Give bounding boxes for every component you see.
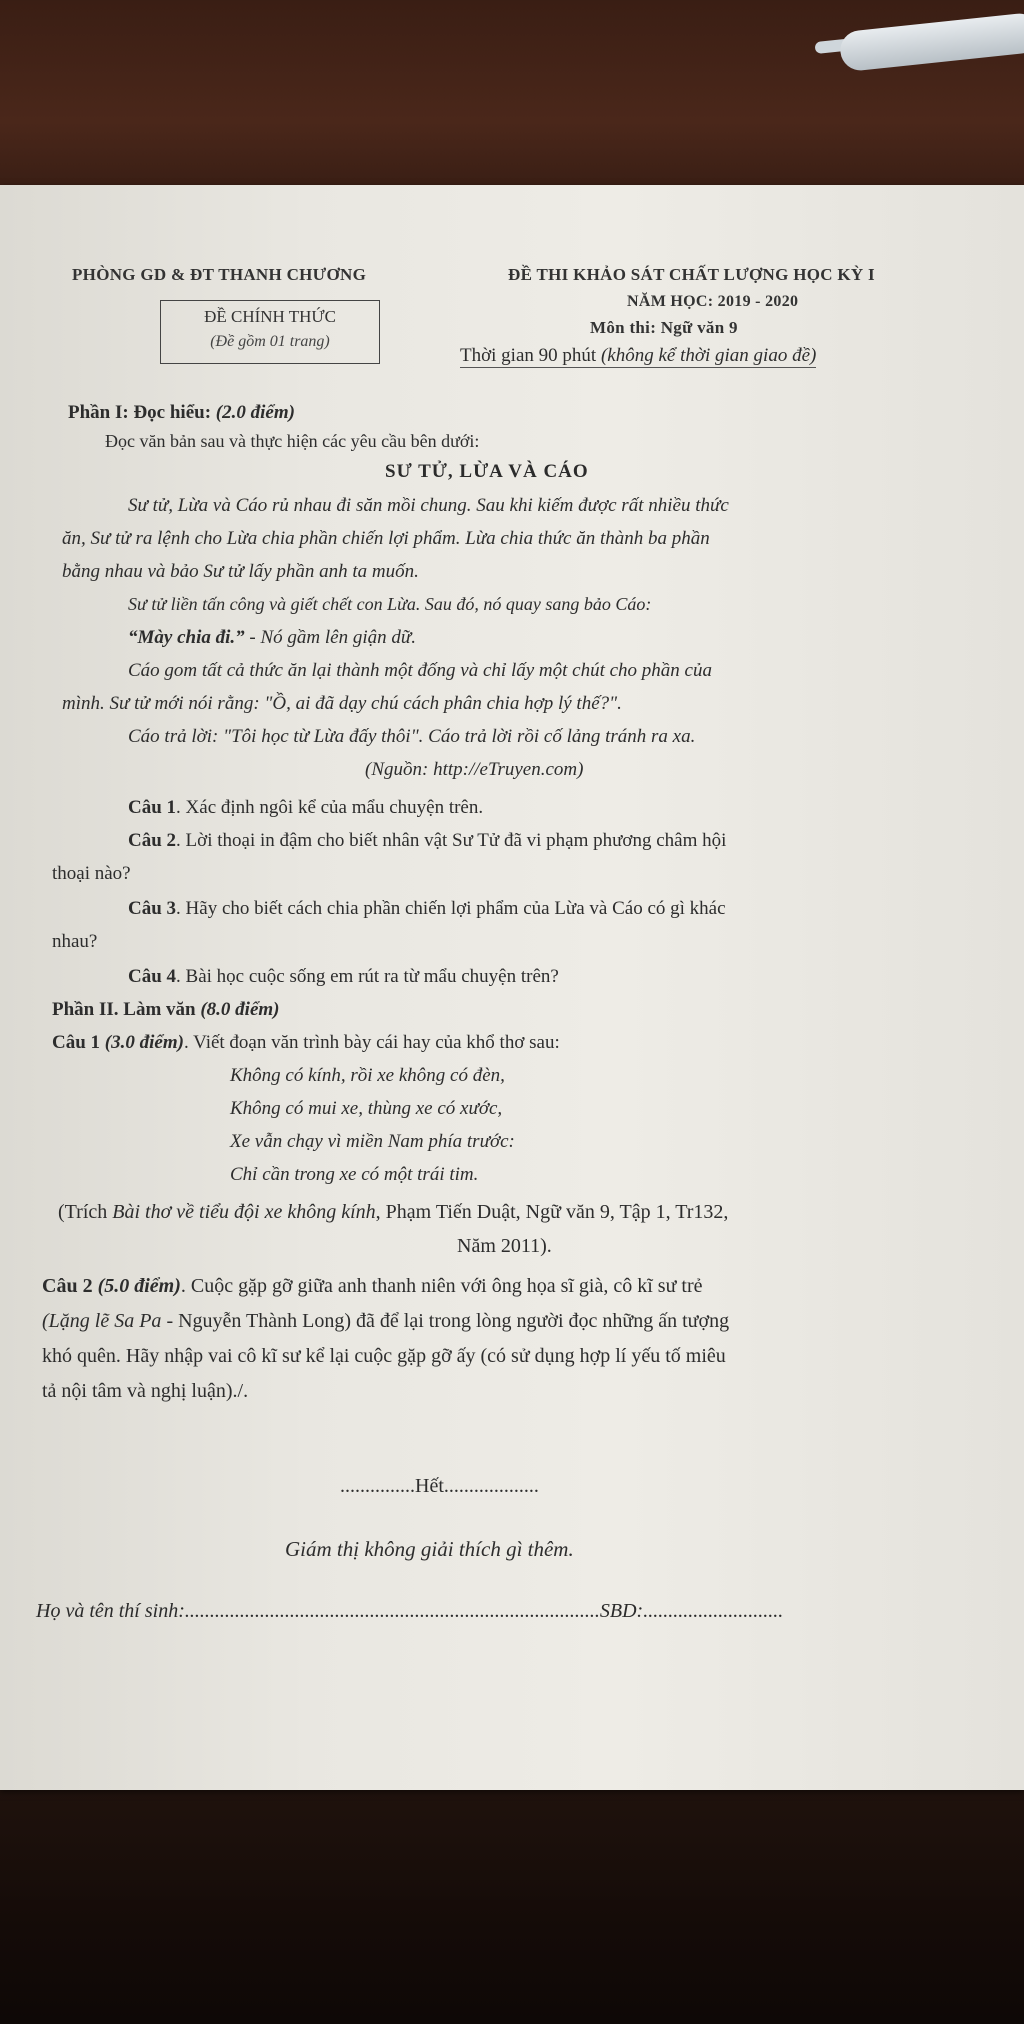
story-line: mình. Sư tử mới nói rằng: "Ồ, ai đã dạy chú cách phân chia hợp lý thế?". <box>62 693 622 714</box>
question-3-cont: nhau? <box>52 931 98 952</box>
question-4: Câu 4. Bài học cuộc sống em rút ra từ mẩu chuyện trên? <box>128 966 559 987</box>
department-name: PHÒNG GD & ĐT THANH CHƯƠNG <box>72 265 367 284</box>
story-title: SƯ TỬ, LỪA VÀ CÁO <box>385 461 589 482</box>
subject: Môn thi: Ngữ văn 9 <box>590 318 738 337</box>
pen <box>838 12 1024 73</box>
page-count-note: (Đề gồm 01 trang) <box>210 333 330 350</box>
proctor-note: Giám thị không giải thích gì thêm. <box>285 1537 574 1561</box>
poem-line: Không có mui xe, thùng xe có xước, <box>230 1098 503 1119</box>
poem-line: Xe vẫn chạy vì miền Nam phía trước: <box>230 1131 515 1152</box>
story-line: Cáo trả lời: "Tôi học từ Lừa đấy thôi". Cáo trả lời rồi cố lảng tránh ra xa. <box>128 726 696 747</box>
exam-paper <box>0 185 1024 1790</box>
exam-duration: Thời gian 90 phút (không kể thời gian giao đề) <box>460 345 817 366</box>
question-3: Câu 3. Hãy cho biết cách chia phần chiến lợi phẩm của Lừa và Cáo có gì khác <box>128 898 726 919</box>
candidate-info-line: Họ và tên thí sinh:...................................................................................SBD:............................ <box>36 1600 784 1622</box>
bold-quote: “Mày chia đi.” <box>128 627 245 648</box>
question-1: Câu 1. Xác định ngôi kể của mẩu chuyện trên. <box>128 797 484 818</box>
poem-line: Không có kính, rồi xe không có đèn, <box>230 1065 505 1086</box>
official-label: ĐỀ CHÍNH THỨC <box>204 307 336 326</box>
part1-instruction: Đọc văn bản sau và thực hiện các yêu cầu bên dưới: <box>105 431 480 451</box>
story-quote-line: “Mày chia đi.” - Nó gầm lên giận dữ. <box>128 627 416 648</box>
question-2: Câu 2. Lời thoại in đậm cho biết nhân vật Sư Tử đã vi phạm phương châm hội <box>128 830 727 851</box>
story-line: bằng nhau và bảo Sư tử lấy phần anh ta muốn. <box>62 561 419 582</box>
essay-question-2-line: khó quên. Hãy nhập vai cô kĩ sư kể lại cuộc gặp gỡ ấy (có sử dụng hợp lí yếu tố miêu <box>42 1345 726 1367</box>
exam-title: ĐỀ THI KHẢO SÁT CHẤT LƯỢNG HỌC KỲ I <box>508 265 875 284</box>
table-surface <box>0 1790 1024 2024</box>
essay-question-1: Câu 1 (3.0 điểm). Viết đoạn văn trình bày cái hay của khổ thơ sau: <box>52 1032 560 1053</box>
poem-line: Chỉ cần trong xe có một trái tim. <box>230 1164 479 1185</box>
part1-heading: Phần I: Đọc hiểu: (2.0 điểm) <box>68 402 295 423</box>
story-line: Sư tử, Lừa và Cáo rủ nhau đi săn mồi chung. Sau khi kiếm được rất nhiều thức <box>128 495 729 516</box>
essay-question-2-line: tả nội tâm và nghị luận)./. <box>42 1380 249 1402</box>
question-2-cont: thoại nào? <box>52 863 131 884</box>
poem-citation: (Trích Bài thơ về tiểu đội xe không kính, Phạm Tiến Duật, Ngữ văn 9, Tập 1, Tr132, <box>58 1201 729 1223</box>
essay-question-2-line: (Lặng lẽ Sa Pa - Nguyễn Thành Long) đã để lại trong lòng người đọc những ấn tượng <box>42 1310 730 1332</box>
end-marker: ...............Hết................... <box>340 1475 539 1497</box>
story-source: (Nguồn: http://eTruyen.com) <box>365 759 584 780</box>
story-line: Cáo gom tất cả thức ăn lại thành một đống và chỉ lấy một chút cho phần của <box>128 660 712 681</box>
story-line: ăn, Sư tử ra lệnh cho Lừa chia phần chiến lợi phẩm. Lừa chia thức ăn thành ba phần <box>62 528 710 549</box>
poem-citation-year: Năm 2011). <box>457 1235 552 1257</box>
official-exam-box <box>160 300 380 364</box>
essay-question-2: Câu 2 (5.0 điểm). Cuộc gặp gỡ giữa anh thanh niên với ông họa sĩ già, cô kĩ sư trẻ <box>42 1275 703 1297</box>
school-year: NĂM HỌC: 2019 - 2020 <box>627 293 799 310</box>
part2-heading: Phần II. Làm văn (8.0 điểm) <box>52 999 280 1020</box>
story-line: Sư tử liền tấn công và giết chết con Lừa. Sau đó, nó quay sang bảo Cáo: <box>128 594 652 614</box>
